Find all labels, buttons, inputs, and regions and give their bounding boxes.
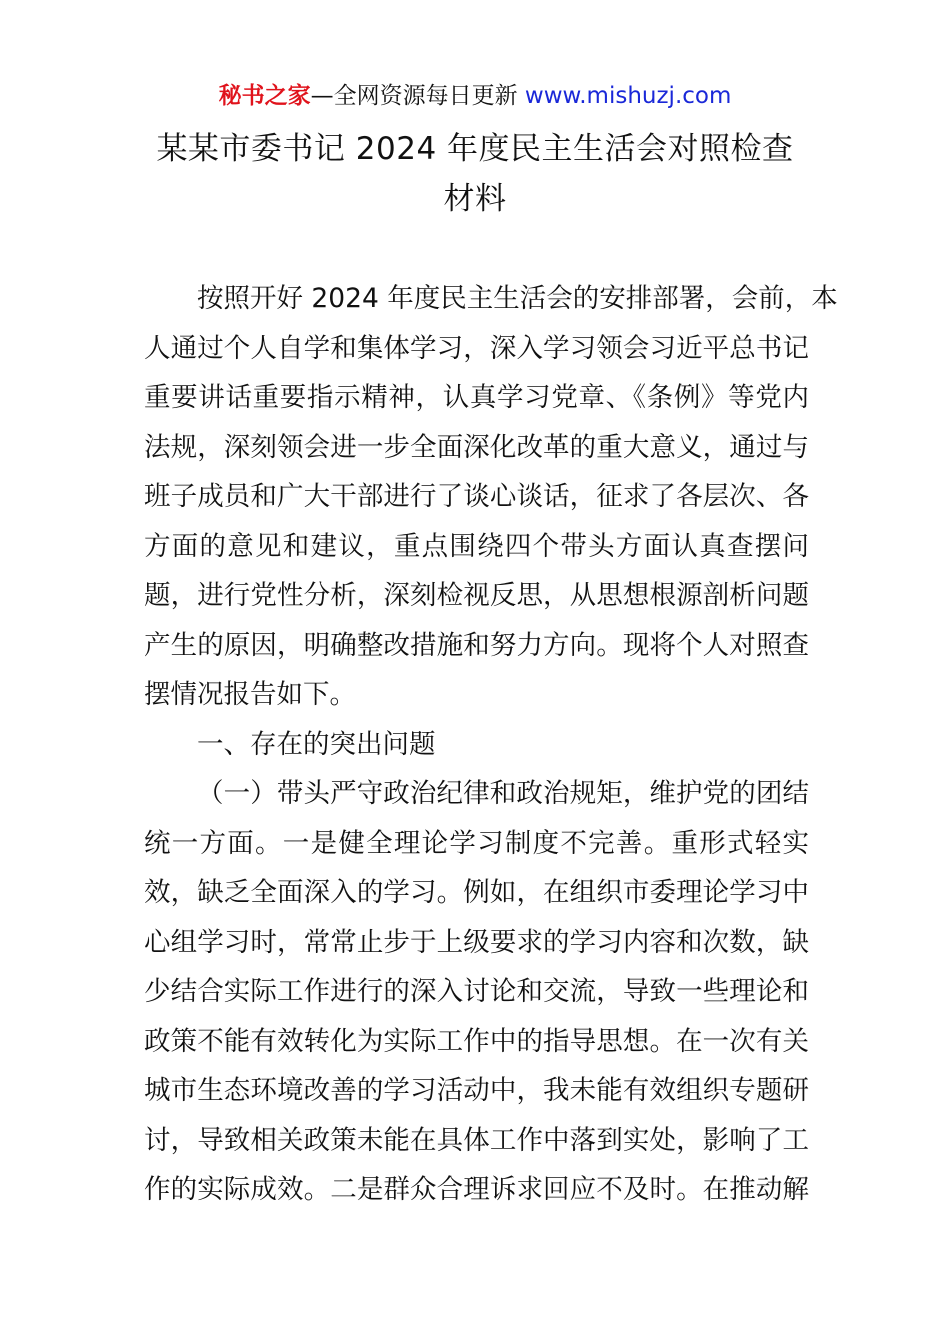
body-line: 城市生态环境改善的学习活动中，我未能有效组织专题研 bbox=[144, 1075, 809, 1106]
body-line: 心组学习时，常常止步于上级要求的学习内容和次数，缺 bbox=[144, 926, 809, 958]
site-header bbox=[0, 80, 950, 112]
section-heading: 一、存在的突出问题 bbox=[197, 728, 436, 760]
document-title bbox=[140, 124, 810, 224]
title-line: 材料 bbox=[443, 181, 507, 217]
body-line: 摆情况报告如下。 bbox=[144, 679, 356, 710]
body-line: 人通过个人自学和集体学习，深入学习领会习近平总书记 bbox=[144, 332, 809, 364]
body-line: 政策不能有效转化为实际工作中的指导思想。在一次有关 bbox=[144, 1025, 809, 1057]
body-line: 讨，导致相关政策未能在具体工作中落到实处，影响了工 bbox=[144, 1124, 809, 1156]
body-line: 产生的原因，明确整改措施和努力方向。现将个人对照查 bbox=[144, 629, 809, 661]
document-body bbox=[144, 274, 838, 1215]
body-line: 效，缺乏全面深入的学习。例如，在组织市委理论学习中 bbox=[144, 877, 809, 908]
site-url-link[interactable]: www.mishuzj.com bbox=[524, 83, 732, 109]
body-line: （一）带头严守政治纪律和政治规矩，维护党的团结 bbox=[197, 778, 809, 809]
body-line: 题，进行党性分析，深刻检视反思，从思想根源剖析问题 bbox=[144, 580, 809, 611]
body-line: 法规，深刻领会进一步全面深化改革的重大意义，通过与 bbox=[144, 431, 809, 463]
header-slogan: —全网资源每日更新 bbox=[310, 83, 518, 109]
body-line: 重要讲话重要指示精神，认真学习党章、《条例》等党内 bbox=[144, 382, 809, 413]
body-line: 少结合实际工作进行的深入讨论和交流，导致一些理论和 bbox=[144, 976, 809, 1007]
body-line: 作的实际成效。二是群众合理诉求回应不及时。在推动解 bbox=[144, 1174, 809, 1205]
title-line: 某某市委书记 2024 年度民主生活会对照检查 bbox=[156, 131, 794, 167]
body-line: 方面的意见和建议，重点围绕四个带头方面认真查摆问 bbox=[144, 530, 809, 562]
body-line: 班子成员和广大干部进行了谈心谈话，征求了各层次、各 bbox=[144, 481, 809, 512]
body-line: 统一方面。一是健全理论学习制度不完善。重形式轻实 bbox=[144, 827, 809, 859]
body-line: 按照开好 2024 年度民主生活会的安排部署，会前，本 bbox=[197, 283, 838, 314]
brand-name: 秘书之家 bbox=[218, 83, 311, 109]
